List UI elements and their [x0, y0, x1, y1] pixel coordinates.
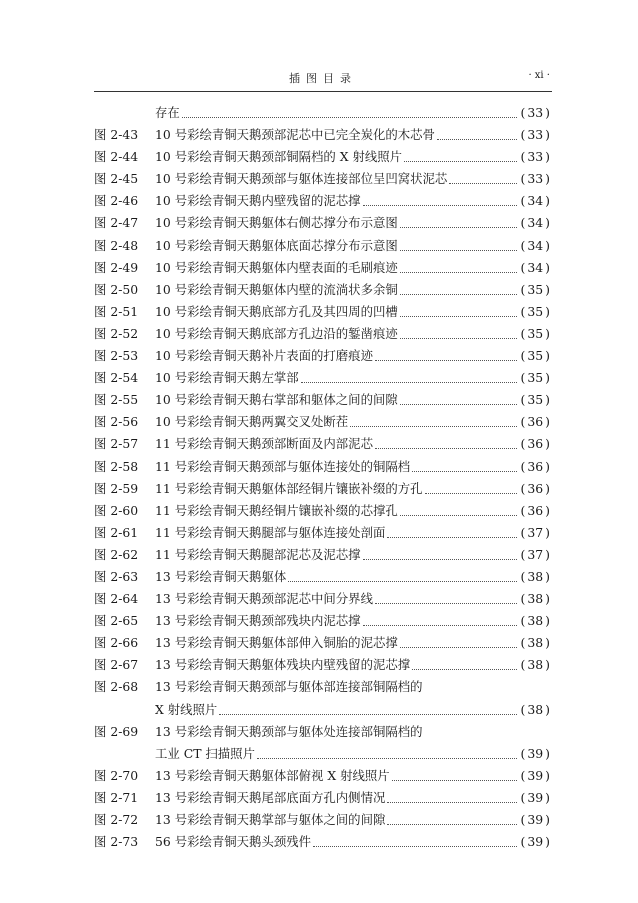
figure-entry [94, 124, 552, 146]
figure-entry [94, 654, 552, 676]
figure-entry-body [155, 632, 552, 654]
page-reference: ( 33 ) [520, 105, 550, 120]
figure-entry-body [155, 588, 552, 610]
page-number: 37 [527, 524, 544, 540]
figure-entry [94, 676, 552, 720]
figure-number: 图 2-47 [94, 215, 139, 231]
figure-number: 图 2-59 [94, 480, 139, 496]
figure-entry-line [94, 831, 552, 853]
page-reference: ( 39 ) [520, 834, 550, 850]
figure-number: 图 2-67 [94, 657, 139, 673]
figure-entry [94, 787, 552, 809]
figure-title: 10 号彩绘青铜天鹅躯体右侧芯撑分布示意图 [155, 215, 398, 231]
figure-entry-line [94, 544, 552, 566]
page-reference: ( 39 ) [520, 789, 550, 805]
figure-title: 13 号彩绘青铜天鹅颈部泥芯中间分界线 [155, 591, 373, 607]
page-number: 38 [527, 613, 544, 629]
figure-title: 10 号彩绘青铜天鹅左掌部 [155, 370, 299, 386]
figure-entry-line [94, 699, 552, 721]
figure-title: 13 号彩绘青铜天鹅躯体 [155, 568, 287, 584]
figure-entry-body [155, 367, 552, 389]
page-number: 33 [527, 127, 544, 143]
dot-leader [288, 568, 516, 582]
page-reference: ( 34 ) [520, 237, 550, 253]
figure-entry-line [94, 411, 552, 433]
figure-title: 13 号彩绘青铜天鹅颈部残块内泥芯撑 [155, 613, 361, 629]
figure-entry-body [155, 676, 552, 698]
figure-number: 图 2-52 [94, 325, 139, 341]
figure-number: 图 2-60 [94, 502, 139, 518]
dot-leader [437, 126, 517, 140]
figure-title: 11 号彩绘青铜天鹅颈部断面及内部泥芯 [155, 436, 373, 452]
figure-entry-body [155, 102, 552, 124]
page-number: 38 [527, 657, 544, 673]
figure-entry-body [155, 654, 552, 676]
figure-number: 图 2-63 [94, 568, 139, 584]
dot-leader [363, 546, 517, 560]
figure-entry-line [94, 257, 552, 279]
figure-entry-line [94, 500, 552, 522]
page-number: 34 [527, 193, 544, 209]
page-reference: ( 35 ) [520, 348, 550, 364]
figure-entry [94, 146, 552, 168]
dot-leader [375, 435, 517, 449]
page-number: 37 [527, 546, 544, 562]
figure-entry-body [155, 124, 552, 146]
figure-number: 图 2-64 [94, 591, 139, 607]
page-reference: ( 36 ) [520, 458, 550, 474]
figure-title: 11 号彩绘青铜天鹅躯体部经铜片镶嵌补缀的方孔 [155, 480, 423, 496]
page-number: 33 [527, 105, 544, 120]
page-number: 39 [527, 789, 544, 805]
figure-entry [94, 522, 552, 544]
page-reference: ( 38 ) [520, 701, 550, 717]
figure-entry-line [94, 676, 552, 698]
figure-entry-body [155, 566, 552, 588]
figure-title: 工业 CT 扫描照片 [155, 745, 255, 761]
page-number: 36 [527, 414, 544, 430]
figure-number: 图 2-73 [94, 834, 139, 850]
dot-leader [400, 325, 517, 339]
figure-entry [94, 257, 552, 279]
figure-number: 图 2-50 [94, 281, 139, 297]
figure-number: 图 2-53 [94, 348, 139, 364]
page-number: 35 [527, 392, 544, 408]
page-reference: ( 35 ) [520, 303, 550, 319]
figure-entry-body [155, 699, 552, 721]
figure-entry [94, 168, 552, 190]
figure-entry [94, 235, 552, 257]
figure-title: 11 号彩绘青铜天鹅腿部与躯体连接处剖面 [155, 524, 386, 540]
dot-leader [387, 811, 516, 825]
figure-entry [94, 478, 552, 500]
dot-leader [363, 612, 517, 626]
figure-title: 10 号彩绘青铜天鹅躯体底面芯撑分布示意图 [155, 237, 398, 253]
figure-entry-body [155, 743, 552, 765]
figure-entry-line [94, 124, 552, 146]
page-reference: ( 33 ) [520, 149, 550, 165]
page-number: 35 [527, 325, 544, 341]
figure-entry-body [155, 500, 552, 522]
figure-number: 图 2-49 [94, 259, 139, 275]
figure-title: 13 号彩绘青铜天鹅躯体部俯视 X 射线照片 [155, 767, 390, 783]
page-number: 35 [527, 348, 544, 364]
page-reference: ( 34 ) [520, 215, 550, 231]
figure-number: 图 2-54 [94, 370, 139, 386]
page-number: 38 [527, 591, 544, 607]
figure-entry-line [94, 279, 552, 301]
header-rule [94, 91, 552, 92]
figure-entry-body [155, 190, 552, 212]
figure-entry-line [94, 389, 552, 411]
figure-entry-line [94, 102, 552, 124]
page-number: 35 [527, 370, 544, 386]
figure-title: 10 号彩绘青铜天鹅颈部与躯体连接部位呈凹窝状泥芯 [155, 171, 448, 187]
dot-leader [400, 391, 517, 405]
dot-leader [412, 656, 516, 670]
page-number: 39 [527, 767, 544, 783]
dot-leader [400, 281, 517, 295]
figure-number: 图 2-51 [94, 303, 139, 319]
dot-leader [400, 214, 517, 228]
figure-entry-line [94, 323, 552, 345]
figure-title: 10 号彩绘青铜天鹅躯体内壁的流淌状多余铜 [155, 281, 398, 297]
figure-entry-line [94, 588, 552, 610]
page-number: 35 [527, 281, 544, 297]
figure-entry-body [155, 809, 552, 831]
page-reference: ( 38 ) [520, 657, 550, 673]
page-number: 35 [527, 303, 544, 319]
figure-entry-line [94, 787, 552, 809]
figure-entry-line [94, 345, 552, 367]
figure-entry-line [94, 765, 552, 787]
page-reference: ( 39 ) [520, 767, 550, 783]
page-reference: ( 38 ) [520, 568, 550, 584]
figure-entry [94, 323, 552, 345]
figure-entry-body [155, 212, 552, 234]
dot-leader [387, 524, 516, 538]
figure-entry [94, 301, 552, 323]
header-title: 插图目录 [289, 72, 357, 85]
page-reference: ( 38 ) [520, 591, 550, 607]
dot-leader [257, 745, 517, 759]
figure-entry [94, 190, 552, 212]
dot-leader [219, 701, 516, 715]
figure-entry-body [155, 610, 552, 632]
page-reference: ( 38 ) [520, 613, 550, 629]
dot-leader [301, 369, 517, 383]
figure-number: 图 2-72 [94, 812, 139, 827]
figure-title: 56 号彩绘青铜天鹅头颈残件 [155, 834, 312, 850]
figure-title: 13 号彩绘青铜天鹅躯体部伸入铜胎的泥芯撑 [155, 635, 398, 651]
figure-entry-body [155, 279, 552, 301]
figure-entry-line [94, 168, 552, 190]
figure-entry-line [94, 721, 552, 743]
figure-number: 图 2-46 [94, 193, 139, 209]
figure-entry-line [94, 190, 552, 212]
figure-title: 10 号彩绘青铜天鹅右掌部和躯体之间的间隙 [155, 392, 398, 408]
figure-entry-line [94, 212, 552, 234]
figure-entry [94, 500, 552, 522]
dot-leader [400, 634, 517, 648]
page-reference: ( 35 ) [520, 392, 550, 408]
page-number: 33 [527, 171, 544, 187]
page-number: 34 [527, 259, 544, 275]
dot-leader [375, 590, 517, 604]
dot-leader [400, 502, 517, 516]
figure-title: 11 号彩绘青铜天鹅经铜片镶嵌补缀的芯撑孔 [155, 502, 398, 518]
page-reference: ( 39 ) [520, 745, 550, 761]
figure-entry [94, 212, 552, 234]
page-number: 38 [527, 701, 544, 717]
figure-number: 图 2-48 [94, 237, 139, 253]
figure-entry-line [94, 367, 552, 389]
figure-number: 图 2-58 [94, 458, 139, 474]
figure-entry [94, 544, 552, 566]
figure-entry-body [155, 411, 552, 433]
figure-entry-body [155, 456, 552, 478]
figure-entry-body [155, 168, 552, 190]
figure-title: 13 号彩绘青铜天鹅颈部与躯体处连接部铜隔档的 [155, 723, 423, 739]
dot-leader [363, 192, 517, 206]
figure-number: 图 2-44 [94, 149, 139, 165]
figure-title: 存在 [155, 105, 180, 120]
figure-entry-line [94, 478, 552, 500]
figure-entry-body [155, 831, 552, 853]
figure-entry-body [155, 323, 552, 345]
figure-entry-body [155, 787, 552, 809]
figure-entry-body [155, 146, 552, 168]
figure-title: 13 号彩绘青铜天鹅尾部底面方孔内侧情况 [155, 789, 386, 805]
page-reference: ( 39 ) [520, 812, 550, 827]
dot-leader [350, 413, 516, 427]
figure-number: 图 2-70 [94, 767, 139, 783]
figure-entry-line [94, 433, 552, 455]
page-reference: ( 33 ) [520, 127, 550, 143]
figure-entry [94, 721, 552, 765]
figure-entry-body [155, 765, 552, 787]
figure-entry-line [94, 566, 552, 588]
figure-entry-line [94, 743, 552, 765]
figure-number: 图 2-65 [94, 613, 139, 629]
figure-entry-line [94, 301, 552, 323]
figure-number: 图 2-56 [94, 414, 139, 430]
page-reference: ( 37 ) [520, 524, 550, 540]
dot-leader [392, 767, 517, 781]
figure-entry-body [155, 389, 552, 411]
figure-entry-body [155, 433, 552, 455]
figure-entry [94, 411, 552, 433]
dot-leader [400, 259, 517, 273]
figure-entry-body [155, 235, 552, 257]
page-header [94, 70, 552, 90]
page-number: 33 [527, 149, 544, 165]
dot-leader [375, 347, 517, 361]
figure-entry-line [94, 632, 552, 654]
figure-title: 13 号彩绘青铜天鹅颈部与躯体部连接部铜隔档的 [155, 679, 423, 695]
page-reference: ( 34 ) [520, 193, 550, 209]
figure-title: 11 号彩绘青铜天鹅颈部与躯体连接处的铜隔档 [155, 458, 411, 474]
figure-entry [94, 433, 552, 455]
figure-number: 图 2-66 [94, 635, 139, 651]
figure-entry [94, 367, 552, 389]
figure-title: 10 号彩绘青铜天鹅躯体内壁表面的毛刷痕迹 [155, 259, 398, 275]
page-number: 36 [527, 458, 544, 474]
figure-entry-line [94, 235, 552, 257]
page-reference: ( 36 ) [520, 480, 550, 496]
page-number: 36 [527, 480, 544, 496]
page-reference: ( 33 ) [520, 171, 550, 187]
dot-leader [425, 480, 517, 494]
figure-number: 图 2-62 [94, 546, 139, 562]
figure-entry-line [94, 654, 552, 676]
page-number: 38 [527, 635, 544, 651]
figure-title: 13 号彩绘青铜天鹅掌部与躯体之间的间隙 [155, 812, 386, 827]
figure-list [94, 102, 552, 853]
figure-entry [94, 831, 552, 853]
figure-number: 图 2-55 [94, 392, 139, 408]
figure-entry [94, 566, 552, 588]
figure-entry [94, 279, 552, 301]
page-number: 39 [527, 834, 544, 850]
figure-entry [94, 102, 552, 124]
page-reference: ( 37 ) [520, 546, 550, 562]
figure-entry [94, 345, 552, 367]
figure-number: 图 2-43 [94, 127, 139, 143]
page-number: 39 [527, 812, 544, 827]
page-number: 39 [527, 745, 544, 761]
dot-leader [412, 458, 516, 472]
header-page-number: · xi · [528, 70, 550, 81]
page-reference: ( 35 ) [520, 281, 550, 297]
dot-leader [400, 237, 517, 251]
page-reference: ( 35 ) [520, 370, 550, 386]
page-reference: ( 35 ) [520, 325, 550, 341]
figure-entry-body [155, 544, 552, 566]
page-number: 38 [527, 568, 544, 584]
figure-entry-body [155, 345, 552, 367]
figure-entry [94, 588, 552, 610]
figure-title: X 射线照片 [155, 701, 218, 717]
figure-number: 图 2-71 [94, 789, 139, 805]
figure-title: 10 号彩绘青铜天鹅内壁残留的泥芯撑 [155, 193, 361, 209]
figure-title: 13 号彩绘青铜天鹅躯体残块内壁残留的泥芯撑 [155, 657, 411, 673]
figure-entry-line [94, 522, 552, 544]
page-reference: ( 36 ) [520, 502, 550, 518]
figure-number: 图 2-68 [94, 679, 139, 695]
figure-title: 10 号彩绘青铜天鹅底部方孔及其四周的凹槽 [155, 303, 398, 319]
dot-leader [387, 789, 516, 803]
figure-entry [94, 765, 552, 787]
dot-leader [400, 303, 517, 317]
page-reference: ( 36 ) [520, 414, 550, 430]
figure-entry [94, 389, 552, 411]
dot-leader [449, 170, 516, 184]
page-number: 36 [527, 502, 544, 518]
figure-title: 10 号彩绘青铜天鹅两翼交叉处断茬 [155, 414, 349, 430]
figure-entry [94, 632, 552, 654]
figure-title: 11 号彩绘青铜天鹅腿部泥芯及泥芯撑 [155, 546, 361, 562]
figure-entry-line [94, 809, 552, 831]
dot-leader [404, 148, 516, 162]
figure-entry-line [94, 146, 552, 168]
page-reference: ( 38 ) [520, 635, 550, 651]
dot-leader [182, 104, 517, 118]
figure-title: 10 号彩绘青铜天鹅颈部泥芯中已完全炭化的木芯骨 [155, 127, 435, 143]
figure-entry [94, 610, 552, 632]
dot-leader [313, 833, 517, 847]
figure-title: 10 号彩绘青铜天鹅底部方孔边沿的錾凿痕迹 [155, 325, 398, 341]
figure-number: 图 2-57 [94, 436, 139, 452]
figure-entry [94, 456, 552, 478]
figure-entry-body [155, 721, 552, 743]
page-number: 36 [527, 436, 544, 452]
figure-entry-body [155, 478, 552, 500]
figure-entry-body [155, 257, 552, 279]
page-reference: ( 34 ) [520, 259, 550, 275]
figure-number: 图 2-61 [94, 524, 139, 540]
page-number: 34 [527, 215, 544, 231]
page-number: 34 [527, 237, 544, 253]
figure-title: 10 号彩绘青铜天鹅补片表面的打磨痕迹 [155, 348, 373, 364]
figure-entry-line [94, 456, 552, 478]
page-reference: ( 36 ) [520, 436, 550, 452]
figure-entry-body [155, 301, 552, 323]
figure-title: 10 号彩绘青铜天鹅颈部铜隔档的 X 射线照片 [155, 149, 403, 165]
figure-entry-line [94, 610, 552, 632]
figure-entry-body [155, 522, 552, 544]
figure-number: 图 2-69 [94, 723, 139, 739]
figure-entry [94, 809, 552, 831]
figure-number: 图 2-45 [94, 171, 139, 187]
